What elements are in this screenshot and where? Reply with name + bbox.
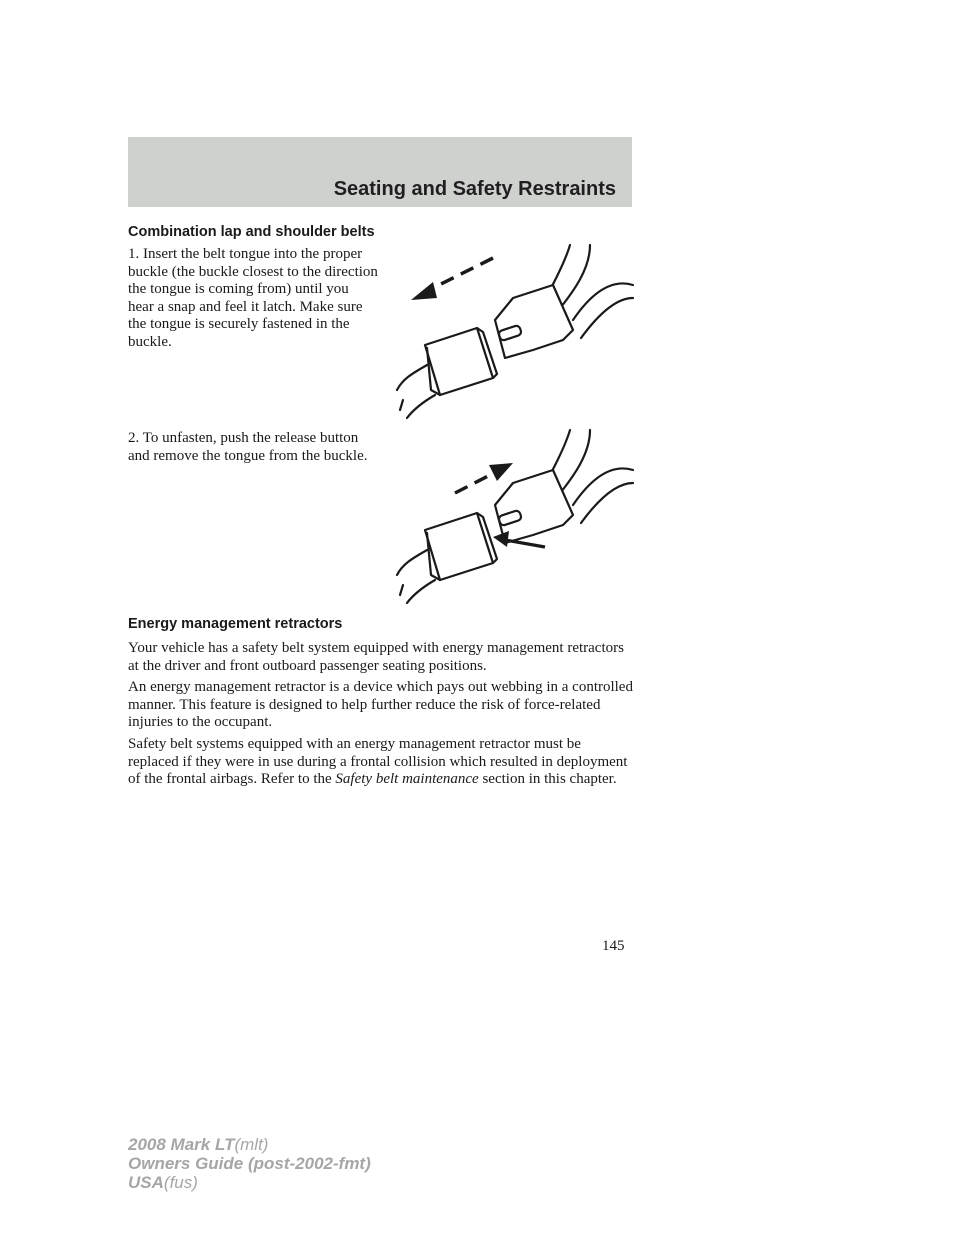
buckle-release-illustration xyxy=(385,425,645,605)
step-2-text: 2. To unfasten, push the release button and remove the tongue from the buckle. xyxy=(128,430,368,464)
header-band xyxy=(128,137,632,207)
page-number: 145 xyxy=(602,938,625,954)
footer-model: 2008 Mark LT xyxy=(128,1135,235,1154)
buckle-fasten-illustration xyxy=(385,240,645,420)
energy-paragraph-2: An energy management retractor is a device which pays out webbing in a controlled manner. This feature is designed to help further reduce the risk of force-related injuries to the occupant. xyxy=(128,679,633,731)
footer-model-code: (mlt) xyxy=(234,1135,269,1154)
section-heading-lap-shoulder-belts: Combination lap and shoulder belts xyxy=(128,224,375,240)
chapter-title: Seating and Safety Restraints xyxy=(333,178,616,200)
energy-paragraph-1: Your vehicle has a safety belt system equipped with energy management retractors at the driver and front outboard passenger seating positions. xyxy=(128,640,624,674)
footer-market: USA xyxy=(128,1173,164,1192)
energy-paragraph-3 xyxy=(128,736,633,789)
energy-paragraph-3-text: Safety belt systems equipped with an energy management retractor must be replaced if they were in use during a frontal collision which resulted in deployment of the frontal airbags. Refer to the xyxy=(128,736,628,788)
document-footer xyxy=(128,1135,371,1192)
footer-market-code: (fus) xyxy=(163,1173,198,1192)
energy-paragraph-3-end: section in this chapter. xyxy=(482,771,617,788)
footer-guide: Owners Guide (post-2002-fmt) xyxy=(128,1154,371,1173)
section-heading-energy-management: Energy management retractors xyxy=(128,616,343,632)
step-1-text: 1. Insert the belt tongue into the proper buckle (the buckle closest to the direction the tongue is coming from) until you hear a snap and feel it latch. Make sure the tongue is securely fastened in the buckle. xyxy=(128,246,378,350)
safety-belt-maintenance-reference: Safety belt maintenance xyxy=(335,771,479,788)
